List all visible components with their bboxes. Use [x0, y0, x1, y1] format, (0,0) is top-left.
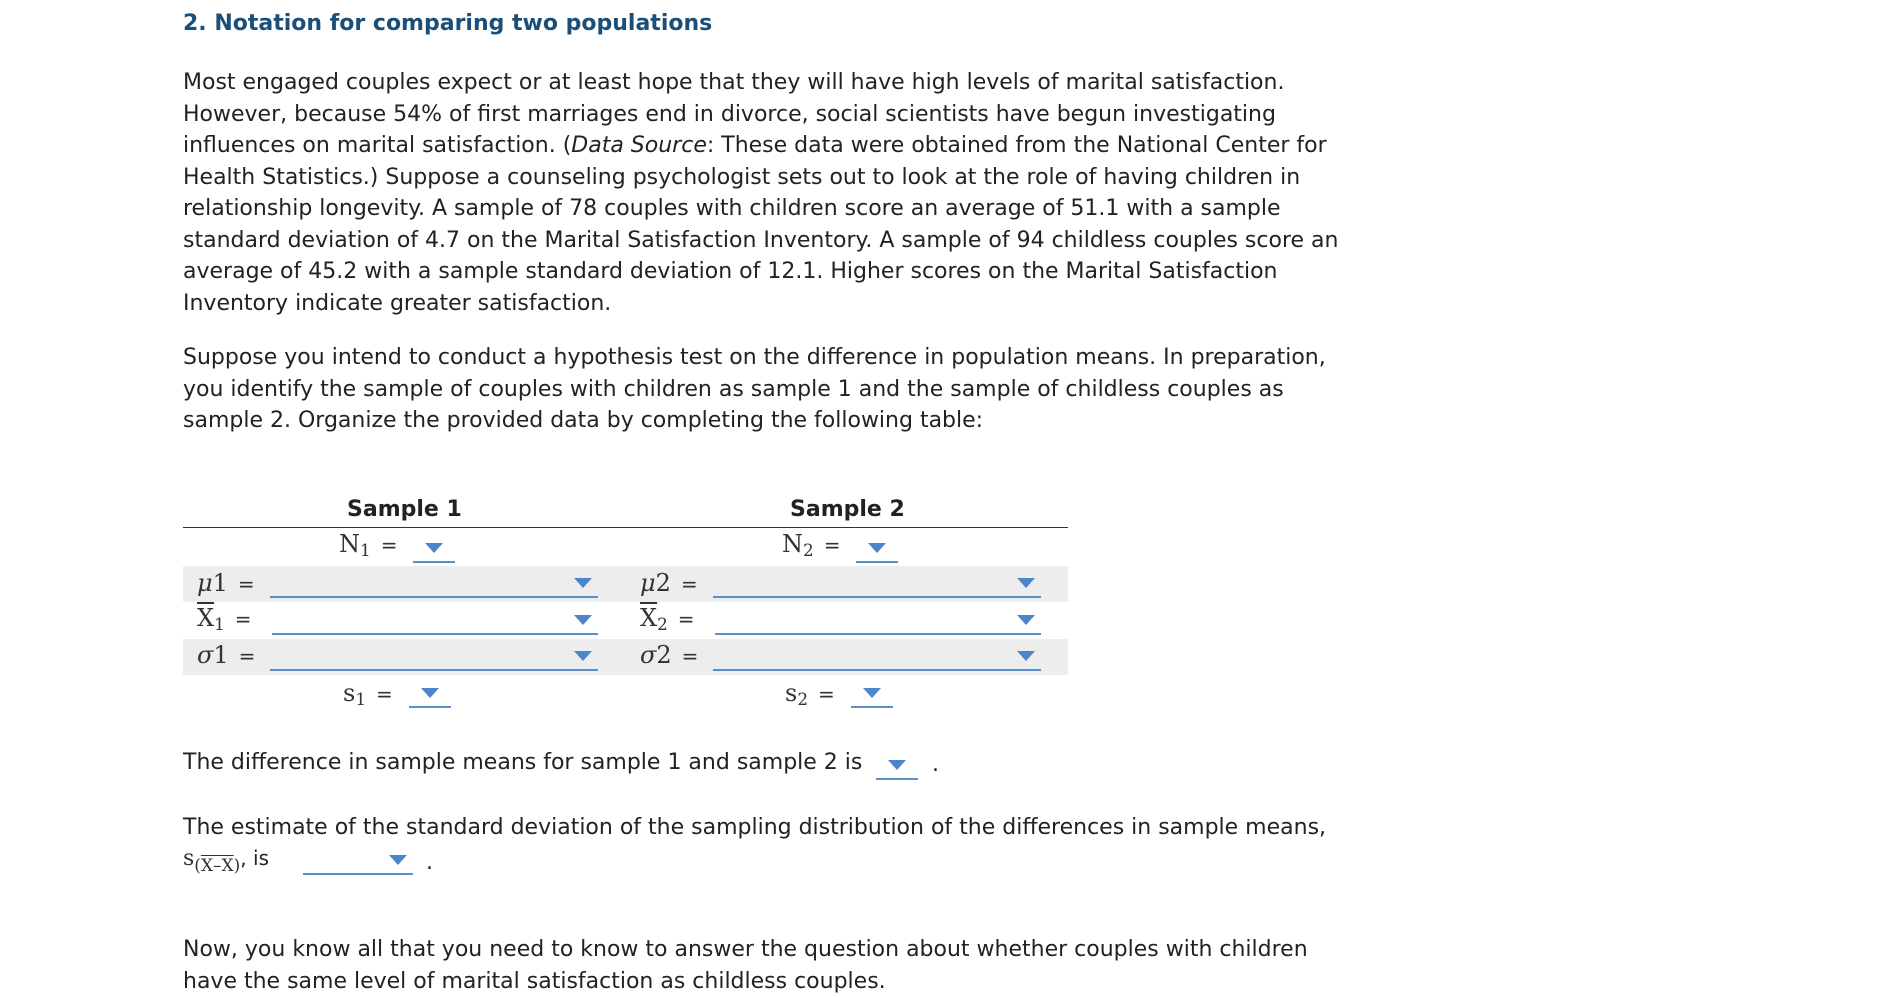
text-line: influences on marital satisfaction. (Data Source: These data were obtained from the National Center for: [183, 130, 1383, 162]
estimate-dropdown[interactable]: [303, 845, 413, 875]
data-source-label: Data Source: [571, 133, 707, 158]
chevron-down-icon: [888, 760, 906, 770]
sigma2-dropdown[interactable]: [713, 641, 1041, 671]
chevron-down-icon: [425, 543, 443, 553]
difference-dropdown[interactable]: [876, 750, 918, 780]
xbar1-dropdown[interactable]: [272, 605, 598, 635]
chevron-down-icon: [863, 688, 881, 698]
s1-label: $s_1$ =: [343, 679, 393, 709]
text-line: Now, you know all that you need to know to answer the question about whether couples with children: [183, 934, 1383, 966]
chevron-down-icon: [1017, 578, 1035, 588]
xbar2-dropdown[interactable]: [715, 605, 1041, 635]
text-line: Suppose you intend to conduct a hypothesis test on the difference in population means. In preparation,: [183, 342, 1383, 374]
chevron-down-icon: [574, 651, 592, 661]
estimate-question: The estimate of the standard deviation of the sampling distribution of the differences in sample means,: [183, 815, 1326, 840]
text-line: sample 2. Organize the provided data by completing the following table:: [183, 405, 1383, 437]
difference-question: The difference in sample means for sample 1 and sample 2 is: [183, 750, 862, 775]
n1-dropdown[interactable]: [413, 533, 455, 563]
chevron-down-icon: [574, 615, 592, 625]
n2-dropdown[interactable]: [856, 533, 898, 563]
s2-label: $s_2$ =: [785, 679, 835, 709]
text-line: However, because 54% of first marriages end in divorce, social scientists have begun investigating: [183, 99, 1383, 131]
mu1-label: μ1 =: [197, 569, 255, 597]
s1-dropdown[interactable]: [409, 678, 451, 708]
text-line: Health Statistics.) Suppose a counseling psychologist sets out to look at the role of having children in: [183, 162, 1383, 194]
text-line: average of 45.2 with a sample standard deviation of 12.1. Higher scores on the Marital Satisfaction: [183, 256, 1383, 288]
section-heading: 2. Notation for comparing two populations: [183, 11, 712, 36]
instructions-paragraph: [183, 342, 1383, 437]
text-line: relationship longevity. A sample of 78 couples with children score an average of 51.1 with a sample: [183, 193, 1383, 225]
n1-label: $N_1$ =: [339, 530, 397, 560]
xbar1-label: $\overline{X}_1$ =: [197, 604, 252, 634]
text-line: Inventory indicate greater satisfaction.: [183, 288, 1383, 320]
mu2-label: μ2 =: [640, 569, 698, 597]
chevron-down-icon: [868, 543, 886, 553]
chevron-down-icon: [1017, 615, 1035, 625]
text-line: have the same level of marital satisfaction as childless couples.: [183, 966, 1383, 997]
mu2-dropdown[interactable]: [713, 568, 1041, 598]
sample2-header: Sample 2: [790, 497, 905, 522]
sigma1-label: σ1 =: [197, 641, 255, 669]
sample1-header: Sample 1: [347, 497, 462, 522]
scenario-paragraph: [183, 67, 1383, 319]
estimate-symbol: $s_{(X-X)}$, is: [183, 846, 269, 876]
notation-table: [183, 497, 1068, 712]
period: .: [426, 850, 433, 875]
text-line: you identify the sample of couples with children as sample 1 and the sample of childless couples as: [183, 374, 1383, 406]
chevron-down-icon: [574, 578, 592, 588]
chevron-down-icon: [1017, 651, 1035, 661]
s2-dropdown[interactable]: [851, 678, 893, 708]
period: .: [932, 752, 939, 777]
n2-label: $N_2$ =: [782, 530, 840, 560]
text-line: Most engaged couples expect or at least hope that they will have high levels of marital satisfaction.: [183, 67, 1383, 99]
mu1-dropdown[interactable]: [270, 568, 598, 598]
xbar2-label: $\overline{X}_2$ =: [640, 604, 695, 634]
text-line: standard deviation of 4.7 on the Marital Satisfaction Inventory. A sample of 94 childless couples score an: [183, 225, 1383, 257]
header-rule: [183, 527, 1068, 528]
sigma2-label: σ2 =: [640, 641, 698, 669]
sigma1-dropdown[interactable]: [270, 641, 598, 671]
chevron-down-icon: [389, 855, 407, 865]
chevron-down-icon: [421, 688, 439, 698]
